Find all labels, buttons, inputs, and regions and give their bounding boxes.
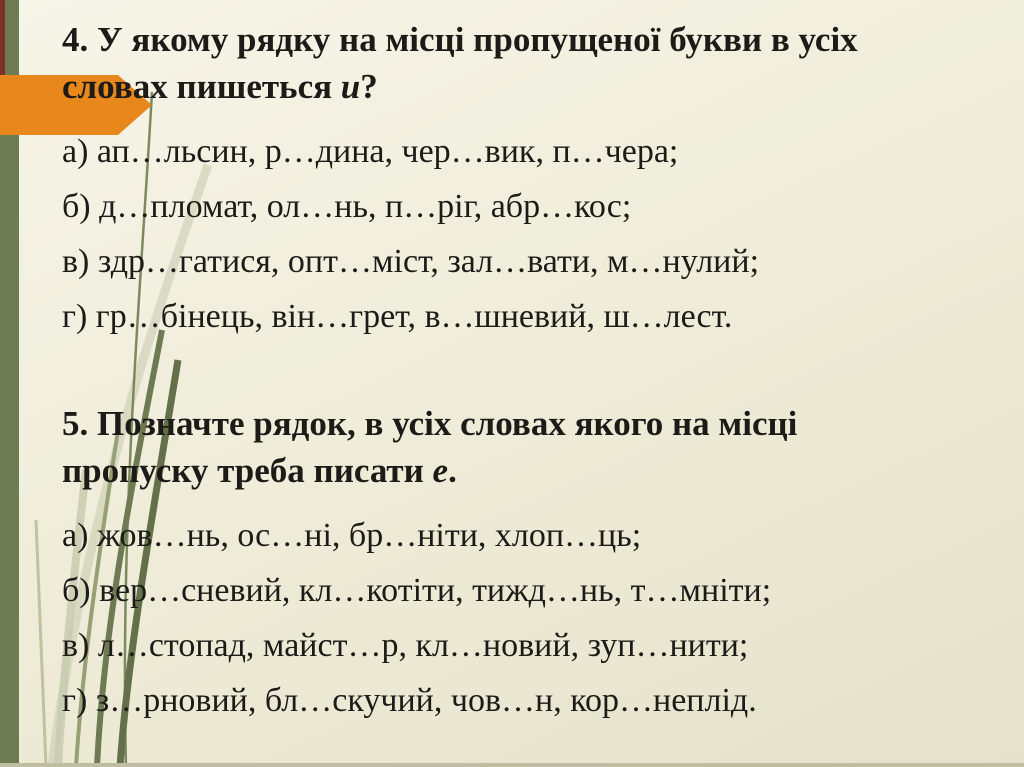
question-5-option-v: в) л…стопад, майст…р, кл…новий, зуп…нити; — [62, 627, 749, 664]
question-5-title-line2: пропуску треба писати е. — [62, 451, 457, 490]
question-4-option-a: а) ап…льсин, р…дина, чер…вик, п…чера; — [62, 133, 679, 170]
question-4-title-line1: 4. У якому рядку на місці пропущеної букви в усіх — [62, 20, 858, 59]
question-5-options — [62, 508, 902, 728]
question-5-title — [62, 400, 902, 494]
question-4-emphasis-letter: и — [340, 67, 361, 106]
question-4-option-v: в) здр…гатися, опт…міст, зал…вати, м…нулий; — [62, 243, 760, 280]
question-5-emphasis-letter: е — [432, 451, 449, 490]
question-5-option-b: б) вер…сневий, кл…котіти, тижд…нь, т…мніти; — [62, 572, 772, 609]
question-5-option-a: а) жов…нь, ос…ні, бр…ніти, хлоп…ць; — [62, 517, 642, 554]
question-4-title-line2: словах пишеться и? — [62, 67, 378, 106]
question-4-option-g: г) гр…бінець, він…грет, в…шневий, ш…лест. — [62, 298, 733, 335]
question-5-title-line1: 5. Позначте рядок, в усіх словах якого на місці — [62, 404, 798, 443]
question-4-options — [62, 124, 902, 344]
bottom-edge-strip — [0, 763, 1024, 767]
slide-content — [62, 16, 902, 728]
question-4-option-b: б) д…пломат, ол…нь, п…ріг, абр…кос; — [62, 188, 632, 225]
question-5-option-g: г) з…рновий, бл…скучий, чов…н, кор…неплід. — [62, 682, 757, 719]
question-4-title — [62, 16, 902, 110]
